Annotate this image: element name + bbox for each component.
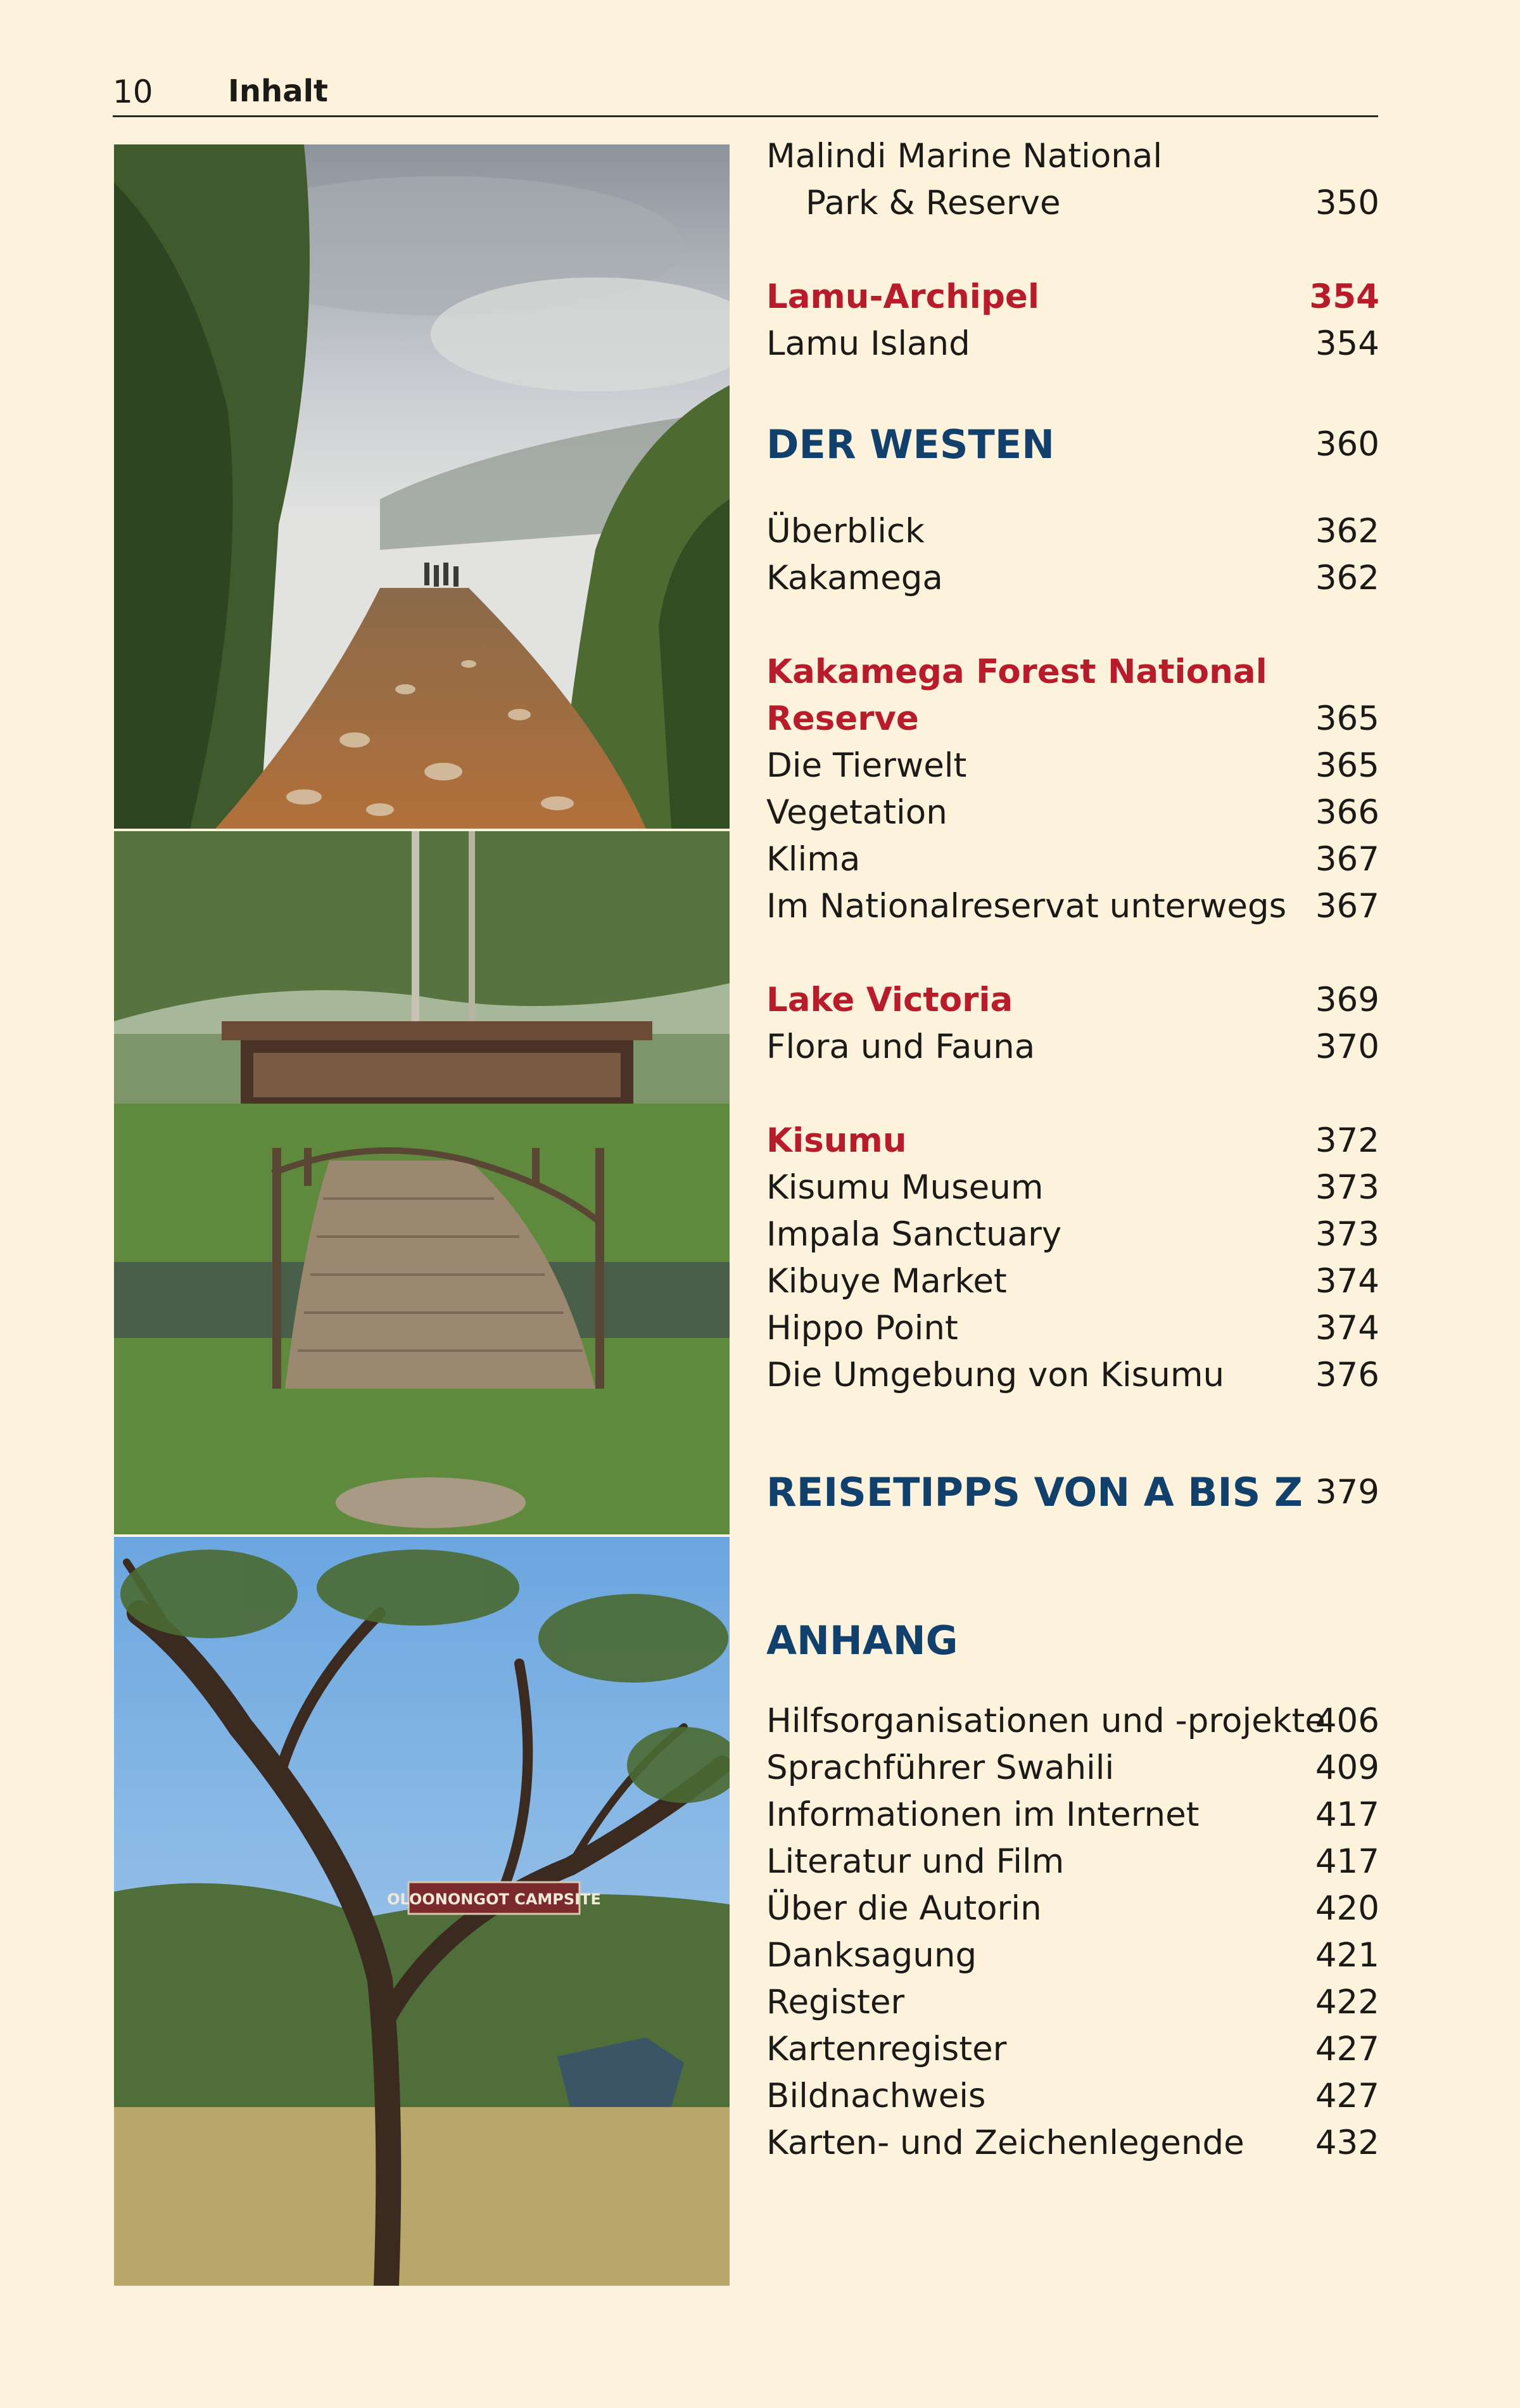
photo-misty-trail [114,144,730,829]
toc-chapter: Kakamega Forest National [766,653,1267,691]
toc-row [766,321,1379,367]
toc-section: ANHANG [766,1617,958,1664]
toc-page: 409 [1315,1749,1379,1787]
toc-entry: Lamu Island [766,324,970,363]
toc-page: 374 [1315,1309,1379,1347]
toc-row [766,1305,1379,1352]
toc-page: 350 [1315,184,1379,222]
toc-entry: Klima [766,840,861,879]
toc-page: 354 [1309,277,1379,316]
toc-page: 367 [1315,840,1379,879]
toc-entry: Park & Reserve [806,184,1061,222]
table-of-contents [766,133,1379,2167]
toc-page: 367 [1315,887,1379,926]
toc-entry: Überblick [766,512,925,551]
toc-entry: Hilfsorganisationen und -projekte [766,1702,1326,1740]
toc-row [766,508,1379,555]
toc-entry: Karten- und Zeichenlegende [766,2124,1244,2162]
toc-page: 374 [1315,1262,1379,1301]
toc-chapter: Reserve [766,699,919,738]
toc-entry: Danksagung [766,1936,977,1975]
toc-page: 422 [1315,1983,1379,2022]
toc-row [766,649,1379,696]
toc-entry: Sprachführer Swahili [766,1749,1115,1787]
toc-row [766,2026,1379,2073]
toc-row [766,1024,1379,1071]
toc-entry: Register [766,1983,905,2022]
toc-entry: Die Tierwelt [766,746,967,785]
toc-row [766,1792,1379,1838]
toc-page: 373 [1315,1168,1379,1207]
toc-row [766,180,1379,227]
toc-row [766,1838,1379,1885]
toc-page: 365 [1315,699,1379,738]
toc-row [766,414,1379,475]
toc-page: 362 [1315,559,1379,597]
photo-campsite-tree [114,1537,730,2286]
toc-row [766,742,1379,789]
toc-row [766,883,1379,930]
toc-entry: Flora und Fauna [766,1028,1036,1066]
toc-page: 372 [1315,1121,1379,1160]
toc-page: 406 [1315,1702,1379,1740]
toc-row [766,977,1379,1024]
toc-page: 417 [1315,1795,1379,1834]
toc-row [766,1352,1379,1399]
toc-page: 369 [1315,981,1379,1019]
toc-page: 427 [1315,2077,1379,2115]
toc-row [766,1118,1379,1164]
toc-entry: Kartenregister [766,2030,1007,2068]
toc-row [766,789,1379,836]
toc-entry: Die Umgebung von Kisumu [766,1356,1225,1394]
toc-row [766,1979,1379,2026]
toc-page: 362 [1315,512,1379,551]
toc-entry: Bildnachweis [766,2077,986,2115]
toc-row [766,836,1379,883]
toc-page: 366 [1315,793,1379,832]
campsite-sign: OLOONONGOT CAMPSITE [387,1890,601,1908]
toc-entry: Informationen im Internet [766,1795,1200,1834]
toc-entry: Kakamega [766,559,943,597]
toc-row [766,1610,1379,1671]
toc-row [766,696,1379,742]
toc-row [766,1932,1379,1979]
toc-page: 376 [1315,1356,1379,1394]
toc-entry: Hippo Point [766,1309,958,1347]
toc-page: 420 [1315,1889,1379,1928]
toc-page: 427 [1315,2030,1379,2068]
toc-row [766,2073,1379,2120]
toc-entry: Impala Sanctuary [766,1215,1062,1254]
toc-row [766,1258,1379,1305]
toc-entry: Literatur und Film [766,1842,1065,1881]
toc-page: 379 [1315,1473,1379,1512]
toc-page: 365 [1315,746,1379,785]
toc-row [766,1885,1379,1932]
toc-page: 417 [1315,1842,1379,1881]
toc-chapter: Lamu-Archipel [766,277,1040,316]
toc-page: 421 [1315,1936,1379,1975]
toc-entry: Vegetation [766,793,947,832]
toc-chapter: Lake Victoria [766,981,1013,1019]
toc-row [766,555,1379,602]
toc-entry: Über die Autorin [766,1889,1042,1928]
toc-page: 354 [1315,324,1379,363]
toc-row [766,2120,1379,2167]
toc-entry: Malindi Marine National [766,137,1163,175]
toc-row [766,1745,1379,1792]
toc-section: DER WESTEN [766,421,1055,468]
toc-row [766,274,1379,321]
toc-entry: Kisumu Museum [766,1168,1044,1207]
page-header [113,71,1378,117]
page-title: Inhalt [228,73,328,109]
toc-section: REISETIPPS VON A BIS Z [766,1469,1303,1515]
toc-page: 360 [1315,425,1379,464]
toc-row [766,1698,1379,1745]
toc-page: 432 [1315,2124,1379,2162]
toc-row [766,1462,1379,1523]
toc-entry: Kibuye Market [766,1262,1007,1301]
toc-entry: Im Nationalreservat unterwegs [766,887,1287,926]
toc-row [766,133,1379,180]
page-number: 10 [113,73,153,110]
toc-page: 373 [1315,1215,1379,1254]
toc-chapter: Kisumu [766,1121,907,1160]
toc-page: 370 [1315,1028,1379,1066]
toc-row [766,1211,1379,1258]
photo-wooden-bridge [114,831,730,1534]
toc-row [766,1164,1379,1211]
